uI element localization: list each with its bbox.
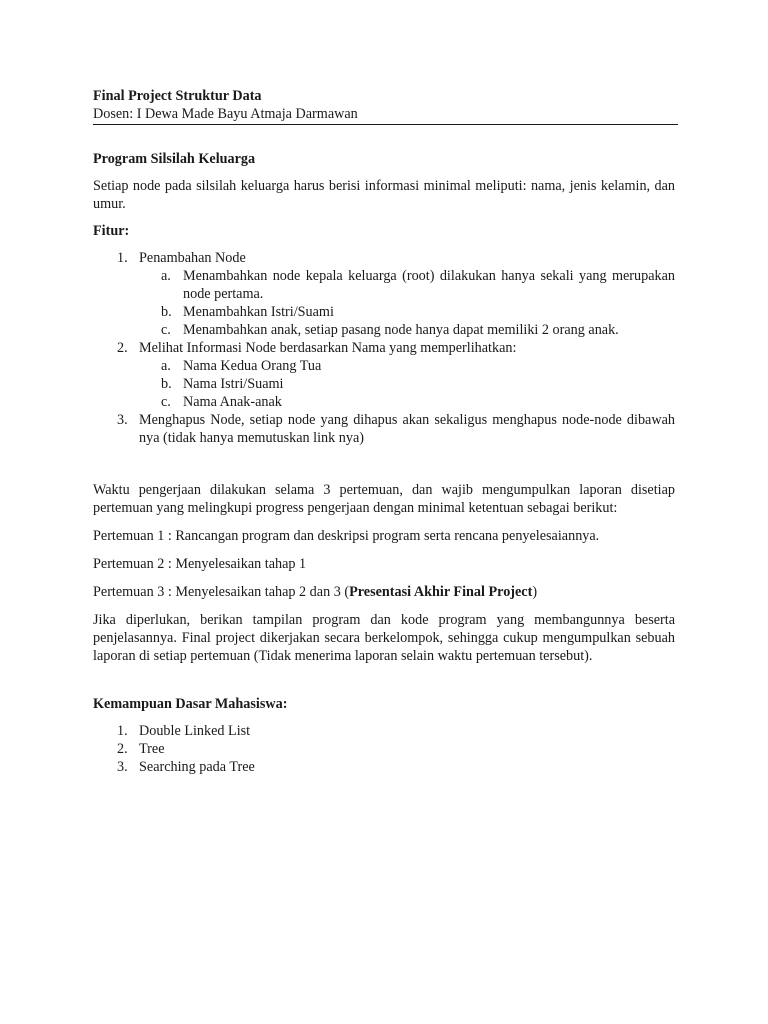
schedule-intro: Waktu pengerjaan dilakukan selama 3 pertemuan, dan wajib mengumpulkan laporan disetiap pertemuan yang melingkupi progress pengerjaan dengan minimal ketentuan sebagai berikut:: [93, 482, 675, 516]
meeting-3-suffix: ): [532, 584, 538, 600]
list-marker: b.: [161, 304, 172, 320]
project-note: Jika diperlukan, berikan tampilan program dan kode program yang membangunnya beserta penjelasannya. Final project dikerjakan secara berkelompok, sehingga cukup mengumpulkan sebuah laporan di setiap pertemuan (Tidak menerima laporan selain waktu pertemuan tersebut).: [93, 612, 675, 664]
sub-item: [139, 267, 675, 303]
fitur-title: Fitur:: [93, 223, 130, 239]
sub-item: [139, 393, 675, 411]
fitur-item-text: Melihat Informasi Node berdasarkan Nama yang memperlihatkan:: [139, 340, 517, 356]
document-page: [93, 87, 675, 776]
header-divider: [93, 124, 678, 125]
list-marker: c.: [161, 394, 171, 410]
list-marker: 2.: [117, 340, 128, 356]
sub-item: [139, 303, 675, 321]
sub-item-text: Menambahkan Istri/Suami: [183, 304, 334, 320]
sub-item-text: Nama Kedua Orang Tua: [183, 358, 322, 374]
sub-item: [139, 375, 675, 393]
program-description: Setiap node pada silsilah keluarga harus berisi informasi minimal meliputi: nama, jenis kelamin, dan umur.: [93, 178, 675, 212]
list-marker: 1.: [117, 250, 128, 266]
fitur-sublist-1: [139, 267, 675, 339]
skill-item-text: Double Linked List: [139, 723, 251, 739]
meeting-3-prefix: Pertemuan 3 : Menyelesaikan tahap 2 dan 3 (: [93, 584, 350, 600]
skill-item-text: Searching pada Tree: [139, 759, 255, 775]
meeting-2: Pertemuan 2 : Menyelesaikan tahap 1: [93, 556, 307, 572]
list-marker: a.: [161, 358, 171, 374]
fitur-item-text: Menghapus Node, setiap node yang dihapus akan sekaligus menghapus node-node dibawah nya (tidak hanya memutuskan link nya): [139, 412, 675, 446]
fitur-item-2: [93, 339, 675, 411]
sub-item-text: Nama Anak-anak: [183, 394, 282, 410]
list-marker: 3.: [117, 412, 128, 428]
skill-item-text: Tree: [139, 741, 165, 757]
sub-item-text: Nama Istri/Suami: [183, 376, 284, 392]
list-marker: b.: [161, 376, 172, 392]
skill-item: [93, 722, 675, 740]
fitur-sublist-2: [139, 357, 675, 411]
fitur-item-1: [93, 249, 675, 339]
meeting-3-highlight: Presentasi Akhir Final Project: [349, 584, 533, 600]
fitur-item-text: Penambahan Node: [139, 250, 246, 266]
sub-item: [139, 357, 675, 375]
sub-item: [139, 321, 675, 339]
list-marker: 2.: [117, 741, 128, 757]
skills-list: [93, 722, 675, 776]
list-marker: 3.: [117, 759, 128, 775]
list-marker: c.: [161, 322, 171, 338]
sub-item-text: Menambahkan anak, setiap pasang node hanya dapat memiliki 2 orang anak.: [183, 322, 619, 338]
skills-title: Kemampuan Dasar Mahasiswa:: [93, 696, 288, 712]
sub-item-text: Menambahkan node kepala keluarga (root) dilakukan hanya sekali yang merupakan node pertama.: [183, 268, 675, 302]
list-marker: a.: [161, 268, 171, 284]
skill-item: [93, 740, 675, 758]
program-title: Program Silsilah Keluarga: [93, 151, 256, 167]
document-title: Final Project Struktur Data: [93, 88, 262, 104]
skill-item: [93, 758, 675, 776]
lecturer-line: Dosen: I Dewa Made Bayu Atmaja Darmawan: [93, 106, 358, 122]
meeting-1: Pertemuan 1 : Rancangan program dan deskripsi program serta rencana penyelesaiannya.: [93, 528, 600, 544]
meeting-3: [93, 583, 675, 601]
fitur-list: [93, 249, 675, 447]
list-marker: 1.: [117, 723, 128, 739]
fitur-item-3: [93, 411, 675, 447]
